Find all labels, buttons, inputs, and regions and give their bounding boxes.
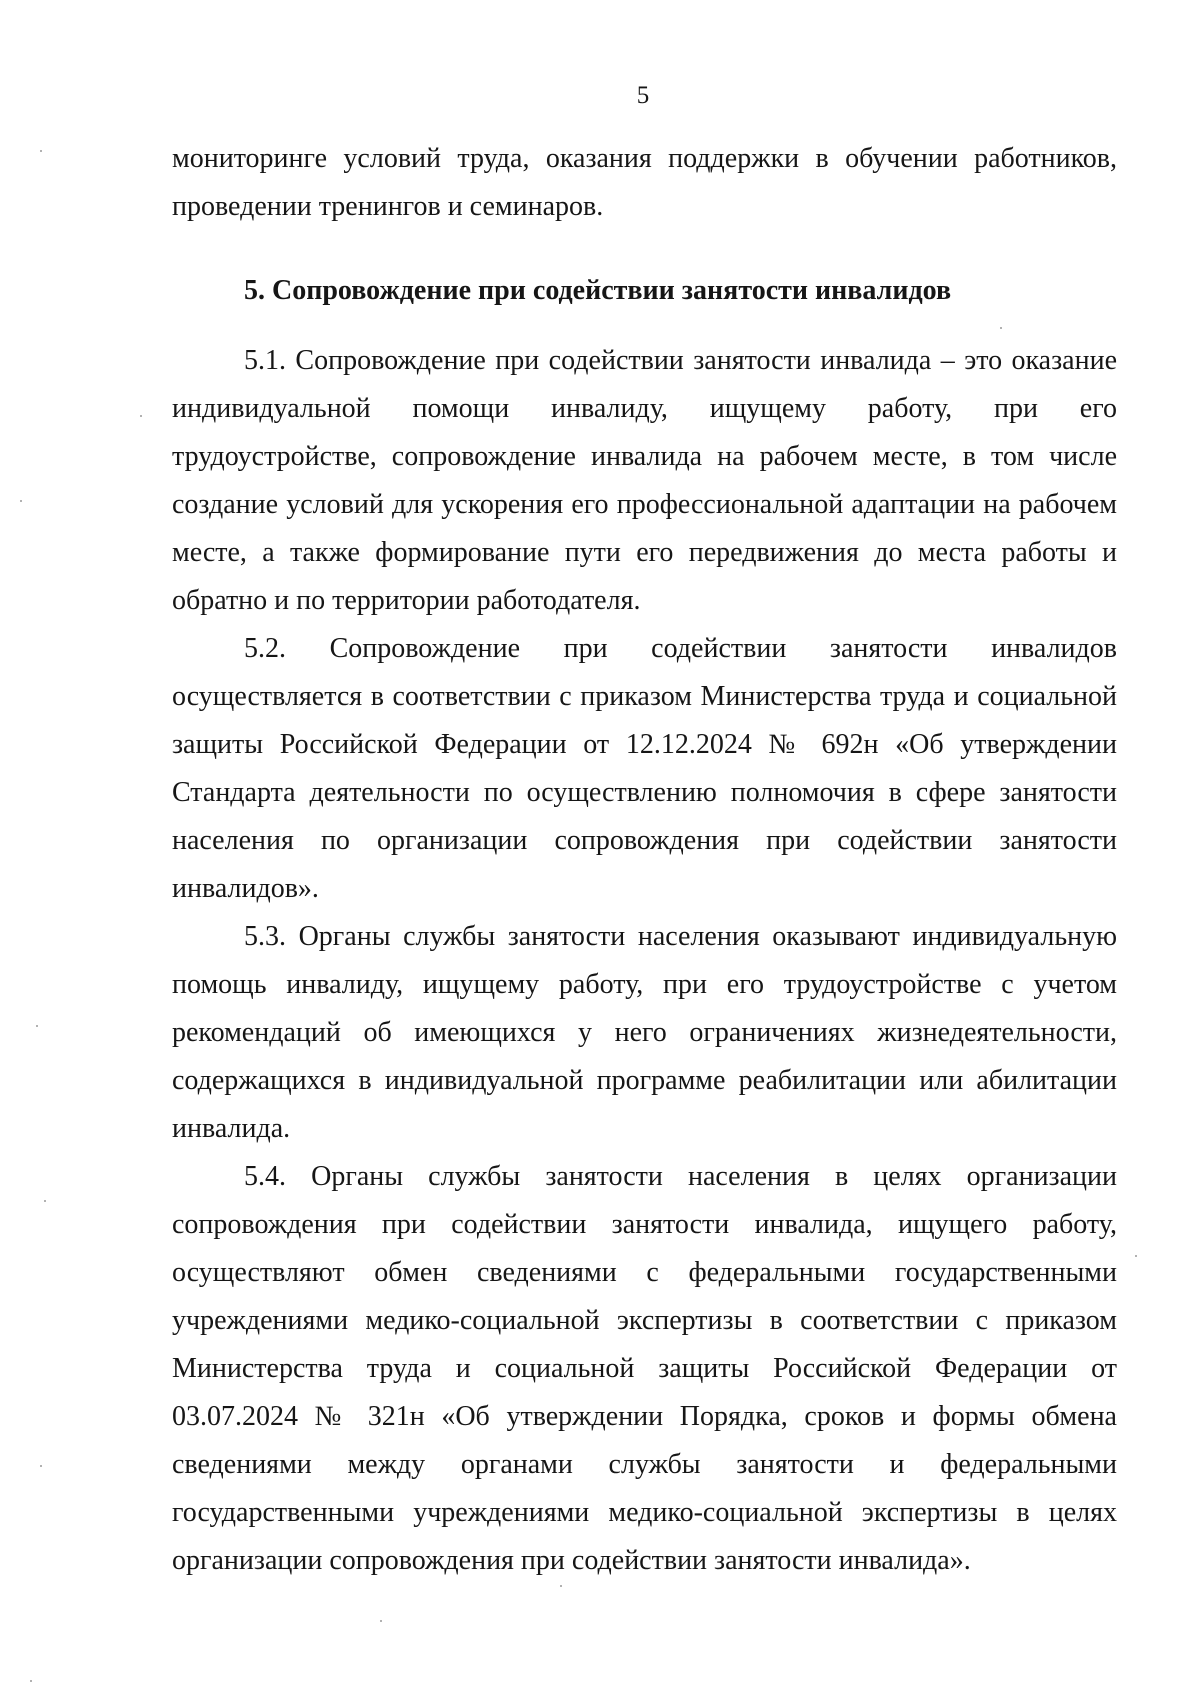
scan-speck [560,1585,562,1587]
section-heading: 5. Сопровождение при содействии занятости инвалидов [244,275,952,306]
paragraph-5-3: 5.3. Органы службы занятости населения оказывают индивидуальную помощь инвалиду, ищущему работу, при его трудоустройстве с учетом рекомендаций об имеющихся у него ограничениях жизнедеятельности, содержащихся в индивидуальной программе реабилитации или абилитации инвалида. [172,921,1117,1144]
scan-speck [140,415,142,417]
scan-speck [380,1620,382,1622]
paragraph-5-4: 5.4. Органы службы занятости населения в целях организации сопровождения при содействии занятости инвалида, ищущего работу, осуществляют обмен сведениями с федеральными государственными учреждениями медико-социальной экспертизы в соответствии с приказом Министерства труда и социальной защиты Российской Федерации от 03.07.2024 № 321н «Об утверждении Порядка, сроков и формы обмена сведениями между органами службы занятости и федеральными государственными учреждениями медико-социальной экспертизы в целях организации сопровождения при содействии занятости инвалида». [172,1161,1117,1576]
scan-speck [30,1680,32,1682]
paragraph-5-1: 5.1. Сопровождение при содействии занятости инвалида – это оказание индивидуальной помощи инвалиду, ищущему работу, при его трудоустройстве, сопровождение инвалида на рабочем месте, в том числе создание условий для ускорения его профессиональной адаптации на рабочем месте, а также формирование пути его передвижения до места работы и обратно и по территории работодателя. [172,345,1117,616]
scan-speck [36,1025,38,1027]
scan-speck [40,1465,42,1467]
scan-speck [20,500,22,502]
scan-speck [1000,327,1002,329]
intro-paragraph: мониторинге условий труда, оказания поддержки в обучении работников, проведении тренингов и семинаров. [172,143,1117,222]
scan-speck [1135,1255,1137,1257]
scan-speck [40,150,42,152]
page-number: 5 [636,82,650,109]
paragraph-5-2: 5.2. Сопровождение при содействии занятости инвалидов осуществляется в соответствии с приказом Министерства труда и социальной защиты Российской Федерации от 12.12.2024 № 692н «Об утверждении Стандарта деятельности по осуществлению полномочия в сфере занятости населения по организации сопровождения при содействии занятости инвалидов». [172,633,1117,904]
document-body [172,135,1117,1585]
scan-speck [44,1200,46,1202]
